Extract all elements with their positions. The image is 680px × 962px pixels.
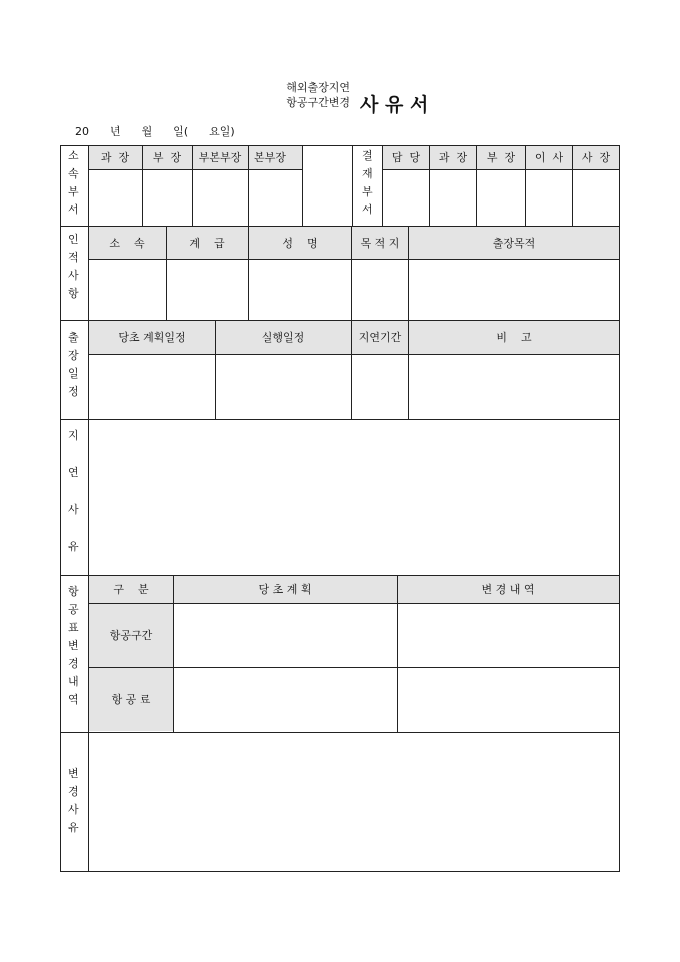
col-header-deputy-head: 부본부장 [198, 151, 242, 164]
col-line [572, 145, 573, 226]
col-line [429, 145, 430, 226]
form-frame [60, 145, 620, 872]
col-line [382, 145, 383, 226]
col-header-destination: 목 적 지 [360, 237, 400, 250]
section-divider [60, 226, 620, 227]
row-line [88, 667, 620, 668]
subtitle-line-1: 해외출장지연 [286, 81, 350, 94]
col-line [408, 320, 409, 419]
row-line [88, 354, 620, 355]
document-title: 사 유 서 [360, 94, 429, 116]
col-header-manager: 과 장 [100, 151, 130, 164]
col-line [352, 145, 353, 226]
col-line [248, 226, 249, 320]
section2-label: 인 적 사 항 [68, 233, 79, 300]
col-line [476, 145, 477, 226]
row-line [88, 603, 620, 604]
col-line [248, 145, 249, 226]
col-header-category: 구 분 [113, 583, 149, 596]
col-line [166, 226, 167, 320]
col-header-affiliation: 소 속 [109, 237, 145, 250]
approval-col-staff: 담 당 [391, 151, 421, 164]
row-label-airfare: 항 공 료 [111, 693, 151, 706]
approval-col-executive: 이 사 [534, 151, 564, 164]
section-divider [60, 419, 620, 420]
col-line [525, 145, 526, 226]
row-line [88, 169, 302, 170]
section-divider [60, 575, 620, 576]
col-line [351, 226, 352, 320]
col-header-remarks: 비 고 [496, 331, 532, 344]
row-line [382, 169, 620, 170]
col-header-director: 부 장 [152, 151, 182, 164]
col-line [408, 226, 409, 320]
approval-label: 결 재 부 서 [362, 149, 373, 216]
col-header-changes: 변 경 내 역 [481, 583, 535, 596]
col-line [397, 575, 398, 732]
approval-col-manager: 과 장 [438, 151, 468, 164]
col-header-name: 성 명 [282, 237, 318, 250]
label-column-line [88, 145, 89, 872]
section-divider [60, 732, 620, 733]
approval-col-president: 사 장 [581, 151, 611, 164]
section1-label: 소 속 부 서 [68, 149, 79, 216]
approval-col-director: 부 장 [486, 151, 516, 164]
col-line [215, 320, 216, 419]
section5-label: 항 공 표 변 경 내 역 [68, 585, 79, 706]
subtitle-line-2: 항공구간변경 [286, 96, 350, 109]
col-header-trip-purpose: 출장목적 [492, 237, 536, 250]
col-header-original-plan: 당 초 계 획 [258, 583, 312, 596]
col-header-original-schedule: 당초 계획일정 [118, 331, 186, 344]
section4-label: 지 연 사 유 [68, 429, 79, 553]
col-line [173, 575, 174, 732]
date-line: 20 년 월 일( 요일) [75, 125, 235, 138]
section6-label: 변 경 사 유 [68, 767, 79, 834]
col-header-delay-period: 지연기간 [358, 331, 402, 344]
section3-label: 출 장 일 정 [68, 331, 79, 398]
col-header-head: 본부장 [254, 151, 286, 164]
col-line [192, 145, 193, 226]
section-divider [60, 320, 620, 321]
row-label-flight-route: 항공구간 [109, 629, 153, 642]
title-subtitle [270, 80, 350, 110]
col-line [302, 145, 303, 226]
col-line [142, 145, 143, 226]
col-header-actual-schedule: 실행일정 [261, 331, 305, 344]
col-header-rank: 계 급 [189, 237, 225, 250]
col-line [351, 320, 352, 419]
row-line [88, 259, 620, 260]
